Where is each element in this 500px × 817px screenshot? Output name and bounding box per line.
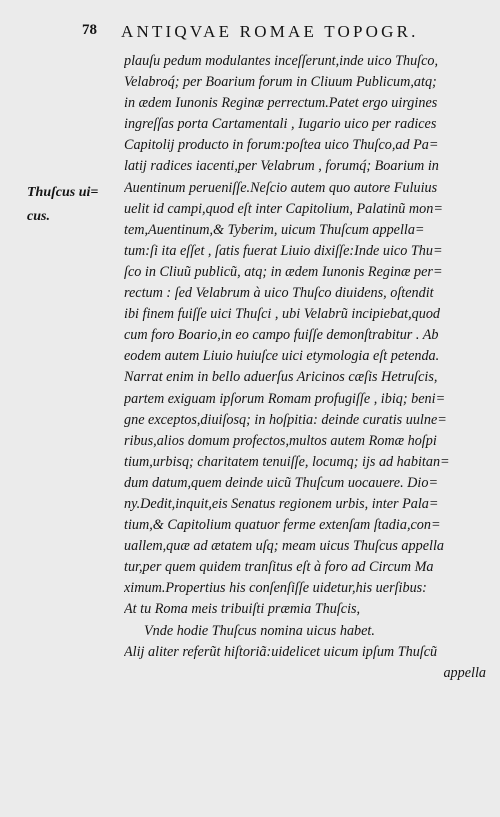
verse-line: Vnde hodie Thuſcus nomina uicus habet. (144, 622, 375, 639)
verse-line: At tu Roma meis tribuiſti præmia Thuſcis, (124, 601, 361, 618)
text-line: tum:ſi ita eſſet , ſatis fuerat Liuio dixiſſe:Inde uico Thu= (124, 242, 443, 259)
page-header (76, 22, 486, 44)
text-line: tium,& Capitolium quatuor ferme extenſam ſtadia,con= (124, 517, 441, 534)
text-line: rectum : ſed Velabrum à uico Thuſco diuidens, oſtendit (124, 285, 434, 302)
text-line: ſco in Cliuũ publicũ, atq; in ædem Iunonis Reginæ per= (124, 263, 443, 280)
text-line: Auentinum perueniſſe.Neſcio autem quo autore Fuluius (124, 179, 438, 196)
text-line: Narrat enim in bello aduerſus Aricinos cæſis Hetruſcis, (124, 369, 438, 386)
text-line: ny.Dedit,inquit,eis Senatus regionem urbis, inter Pala= (124, 495, 439, 512)
text-line: gne exceptos,diuiſosq; in hoſpitia: deinde curatis uulne= (124, 411, 447, 428)
text-line: plauſu pedum modulantes inceſſerunt,inde uico Thuſco, (124, 53, 439, 69)
text-line: latij radices iacenti,per Velabrum , forumq́; Boarium in (124, 158, 439, 175)
text-line: ibi finem fuiſſe uici Thuſci , ubi Velabrũ incipiebat,quod (124, 306, 441, 323)
page-number: 78 (82, 22, 97, 38)
text-line: Alij aliter referũt hiſtoriã:uidelicet uicum ipſum Thuſcũ (124, 643, 438, 660)
text-line: tem,Auentinum,& Tyberim, uicum Thuſcum appella= (124, 221, 425, 238)
text-line: uelit id campi,quod eſt inter Capitolium, Palatinũ mon= (124, 200, 443, 217)
text-line: cum foro Boario,in eo campo fuiſſe demonſtrabitur . Ab (124, 327, 439, 344)
text-line: Capitolij producto in forum:poſtea uico Thuſco,ad Pa= (124, 137, 439, 154)
body-text (124, 51, 486, 684)
running-head: ANTIQVAE ROMAE TOPOGR. (121, 22, 419, 41)
margin-note-line: Thuſcus ui= (27, 185, 99, 200)
text-line: Velabroq́; per Boarium forum in Cliuum Publicum,atq; (124, 74, 437, 91)
text-line: ingreſſas porta Cartamentali , Iugario uico per radices (124, 116, 437, 133)
margin-note-line: cus. (27, 209, 50, 224)
text-line: tium,urbisq; charitatem tenuiſſe, locumq; ijs ad habitan= (124, 453, 450, 470)
text-line: partem exiguam ipſorum Romam profugiſſe , ibiq; beni= (124, 390, 446, 407)
text-line: tur,per quem quidem tranſitus eſt à foro ad Circum Ma (124, 559, 434, 576)
margin-note (27, 181, 122, 229)
text-line: uallem,quæ ad ætatem uſq; meam uicus Thuſcus appella (124, 538, 444, 555)
text-line: in ædem Iunonis Reginæ perrectum.Patet ergo uirgines (124, 95, 438, 112)
text-line: eodem autem Liuio huiuſce uici etymologia eſt petenda. (124, 348, 440, 365)
text-line: ribus,alios domum profectos,multos autem Romæ hoſpi (124, 432, 437, 449)
text-line: ximum.Propertius his conſenſiſſe uidetur,his uerſibus: (124, 580, 427, 597)
text-line: dum datum,quem deinde uicũ Thuſcum uocauere. Dio= (124, 474, 439, 491)
catchword: appella (443, 664, 486, 681)
